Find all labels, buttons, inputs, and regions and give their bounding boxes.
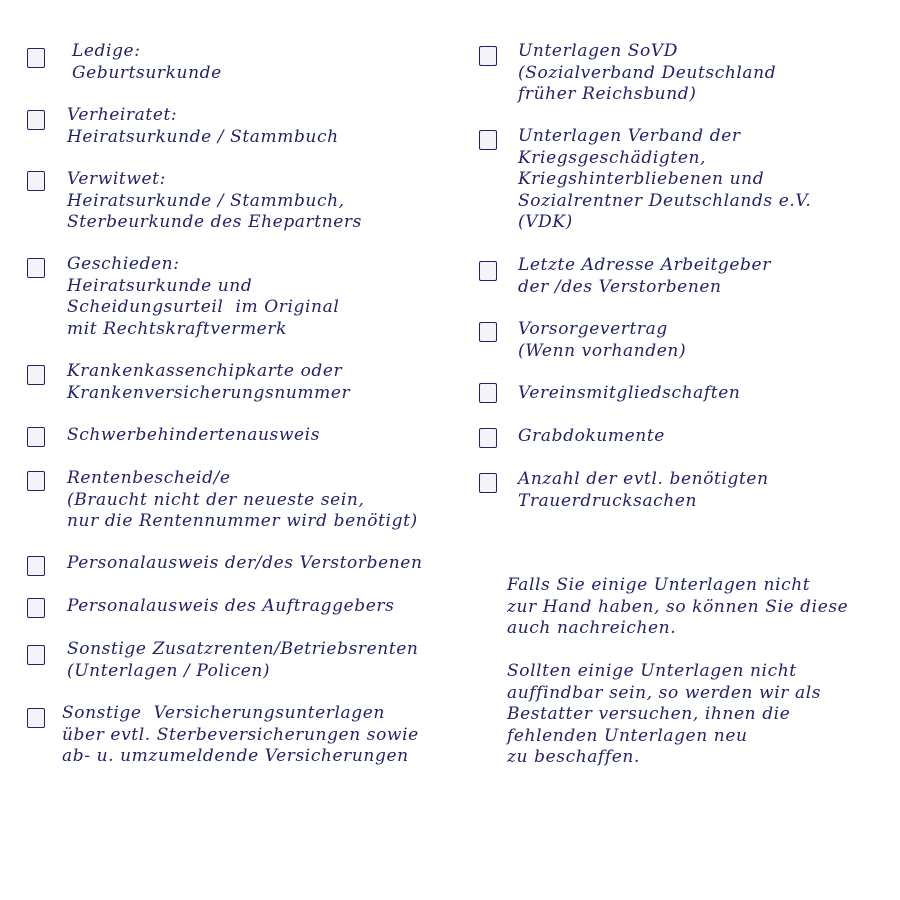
label-versicherungsunterlagen: Sonstige Versicherungsunterlagen über evtl. Sterbeversicherungen sowie ab- u. umzumeldende Versicherungen: [62, 703, 419, 766]
label-sovd: Unterlagen SoVD (Sozialverband Deutschland früher Reichsbund): [518, 41, 777, 104]
checkbox-personalausweis-auftraggeber[interactable]: [27, 598, 45, 618]
label-vdk: Unterlagen Verband der Kriegsgeschädigten, Kriegshinterbliebenen und Sozialrentner Deutschlands e.V. (VDK): [518, 126, 812, 232]
checkbox-geschieden[interactable]: [27, 258, 45, 278]
label-geschieden: Geschieden: Heiratsurkunde und Scheidungsurteil im Original mit Rechtskraftvermerk: [67, 254, 340, 339]
label-verheiratet: Verheiratet: Heiratsurkunde / Stammbuch: [67, 105, 339, 147]
checkbox-rentenbescheid[interactable]: [27, 471, 45, 491]
checkbox-zusatzrenten[interactable]: [27, 645, 45, 665]
checkbox-vdk[interactable]: [479, 130, 497, 150]
label-personalausweis-auftraggeber: Personalausweis des Auftraggebers: [67, 596, 395, 616]
checkbox-personalausweis-verstorbener[interactable]: [27, 556, 45, 576]
label-verwitwet: Verwitwet: Heiratsurkunde / Stammbuch, Sterbeurkunde des Ehepartners: [67, 169, 362, 232]
label-schwerbehindert: Schwerbehindertenausweis: [67, 425, 321, 445]
checkbox-grab[interactable]: [479, 428, 497, 448]
checkbox-verwitwet[interactable]: [27, 171, 45, 191]
label-vorsorgevertrag: Vorsorgevertrag (Wenn vorhanden): [518, 319, 687, 361]
checkbox-krankenkasse[interactable]: [27, 365, 45, 385]
checkbox-verheiratet[interactable]: [27, 110, 45, 130]
label-grab: Grabdokumente: [518, 426, 665, 446]
label-rentenbescheid: Rentenbescheid/e (Braucht nicht der neueste sein, nur die Rentennummer wird benötigt): [67, 468, 418, 531]
label-krankenkasse: Krankenkassenchipkarte oder Krankenversicherungsnummer: [67, 361, 351, 403]
label-personalausweis-verstorbener: Personalausweis der/des Verstorbenen: [67, 553, 423, 573]
checkbox-vorsorgevertrag[interactable]: [479, 322, 497, 342]
label-vereine: Vereinsmitgliedschaften: [518, 383, 741, 403]
note-paragraph-nachreichen: Falls Sie einige Unterlagen nicht zur Hand haben, so können Sie diese auch nachreichen.: [507, 575, 849, 638]
checkbox-trauerdrucksachen[interactable]: [479, 473, 497, 493]
label-ledige: Ledige: Geburtsurkunde: [72, 41, 222, 83]
note-paragraph-beschaffen: Sollten einige Unterlagen nicht auffindbar sein, so werden wir als Bestatter versuchen, ihnen die fehlenden Unterlagen neu zu beschaffen.: [507, 661, 822, 767]
checkbox-arbeitgeber[interactable]: [479, 261, 497, 281]
checkbox-schwerbehindert[interactable]: [27, 427, 45, 447]
label-trauerdrucksachen: Anzahl der evtl. benötigten Trauerdrucksachen: [518, 469, 769, 511]
checkbox-ledige[interactable]: [27, 48, 45, 68]
label-arbeitgeber: Letzte Adresse Arbeitgeber der /des Verstorbenen: [518, 255, 771, 297]
checkbox-vereine[interactable]: [479, 383, 497, 403]
checkbox-sovd[interactable]: [479, 46, 497, 66]
label-zusatzrenten: Sonstige Zusatzrenten/Betriebsrenten (Unterlagen / Policen): [67, 639, 419, 681]
checkbox-versicherungsunterlagen[interactable]: [27, 708, 45, 728]
